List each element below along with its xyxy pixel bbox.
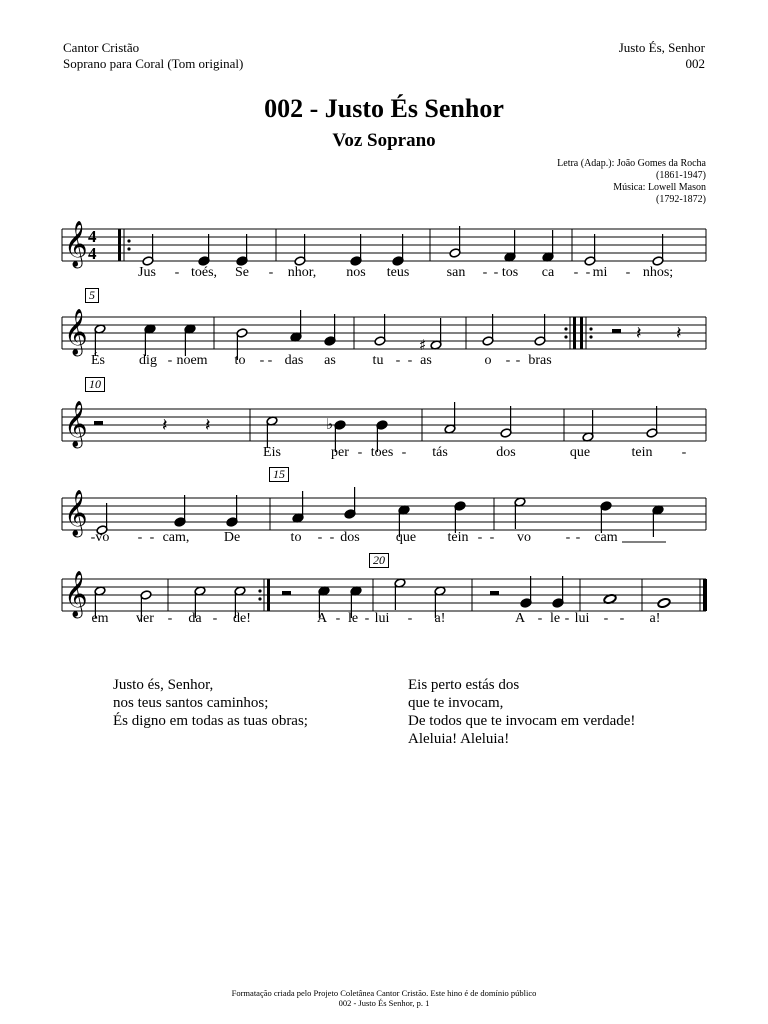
lyric-syllable: dos xyxy=(496,445,516,460)
lyric-syllable: - xyxy=(565,530,571,545)
lyric-syllable: teus xyxy=(386,265,410,280)
lyric-syllable: vo xyxy=(517,530,531,545)
measure-number-20: 20 xyxy=(369,553,389,568)
music-credit: Música: Lowell Mason xyxy=(613,182,706,193)
lyric-syllable: - xyxy=(212,611,218,626)
lyric-syllable: - xyxy=(259,353,265,368)
page-subtitle: Voz Soprano xyxy=(332,130,436,151)
lyric-syllable: to xyxy=(234,353,246,368)
verse-left xyxy=(113,676,308,730)
quarter-rest-icon: 𝄽 xyxy=(676,323,682,344)
hymnal-name: Cantor Cristão xyxy=(63,40,140,55)
treble-clef-icon: 𝄞 xyxy=(64,401,88,447)
lyric-syllable: em xyxy=(91,611,109,626)
lyric-syllable: tos xyxy=(501,265,519,280)
arrangement-label: Soprano para Coral (Tom original) xyxy=(63,56,244,71)
lyric-syllable: toes xyxy=(370,445,394,460)
half-rest xyxy=(282,591,291,595)
lyric-syllable: o xyxy=(484,353,492,368)
verse-line: Justo és, Senhor, xyxy=(113,677,214,693)
lyric-syllable: - xyxy=(482,265,488,280)
lyric-syllable: - xyxy=(564,611,570,626)
verse-line: De todos que te invocam em verdade! xyxy=(408,713,636,729)
lyric-syllable: as xyxy=(324,353,336,368)
lyric-syllable: - xyxy=(603,611,609,626)
verse-line: És digno em todas as tuas obras; xyxy=(113,713,308,729)
lyric-syllable: da xyxy=(188,611,202,626)
lyric-syllable: bras xyxy=(528,353,552,368)
footer-notice: Formatação criada pelo Projeto Coletânea Cantor Cristão. Este hino é de domínio público xyxy=(231,988,537,998)
lyric-syllable: - xyxy=(625,265,631,280)
lyric-syllable: as xyxy=(420,353,432,368)
lyric-syllable: - xyxy=(335,611,341,626)
lyric-syllable: que xyxy=(569,445,591,460)
lyric-syllable: - xyxy=(493,265,499,280)
lyric-syllable: -vo xyxy=(90,530,110,545)
lyric-syllable: cam xyxy=(594,530,618,545)
lyric-syllable: tein xyxy=(631,445,653,460)
measure-number-10: 10 xyxy=(85,377,105,392)
lyric-syllable: Eis xyxy=(263,445,281,460)
lyric-syllable: - xyxy=(364,611,370,626)
lyric-syllable: dos xyxy=(340,530,360,545)
lyric-syllable: tu xyxy=(372,353,384,368)
sharp-icon: ♯ xyxy=(419,336,427,354)
lyric-syllable: ca xyxy=(541,265,555,280)
music-years: (1792-1872) xyxy=(656,194,706,205)
lyric-syllable: per xyxy=(331,445,349,460)
treble-clef-icon: 𝄞 xyxy=(64,490,88,536)
treble-clef-icon: 𝄞 xyxy=(64,309,88,355)
lyrics-credit: Letra (Adap.): João Gomes da Rocha xyxy=(557,158,706,169)
half-rest xyxy=(490,591,499,595)
hymn-number: 002 xyxy=(685,56,705,71)
lyric-syllable: - xyxy=(395,353,401,368)
lyric-syllable: - xyxy=(681,445,687,460)
note xyxy=(520,576,532,608)
lyric-syllable: De xyxy=(223,530,241,545)
lyric-syllable: tein xyxy=(447,530,469,545)
lyric-syllable: toés, xyxy=(190,265,218,280)
lyric-syllable: Jus xyxy=(138,265,156,280)
lyric-syllable: - xyxy=(407,611,413,626)
lyric-syllable: mi xyxy=(592,265,608,280)
lyric-syllable: - xyxy=(329,530,335,545)
measure-number-5: 5 xyxy=(85,288,99,303)
note xyxy=(394,578,406,610)
page-title: 002 - Justo És Senhor xyxy=(264,94,504,123)
lyric-syllable: És xyxy=(91,353,105,368)
lyric-syllable: - xyxy=(573,265,579,280)
page-footer xyxy=(0,988,768,1008)
lyric-syllable: nhor, xyxy=(287,265,317,280)
lyric-syllable: - xyxy=(515,353,521,368)
footer-page: 002 - Justo És Senhor, p. 1 xyxy=(338,998,430,1008)
lyric-syllable: - xyxy=(505,353,511,368)
verse-line: Aleluia! Aleluia! xyxy=(408,731,510,747)
flat-icon: ♭ xyxy=(326,415,334,433)
lyric-syllable: san xyxy=(446,265,466,280)
verse-line: Eis perto estás dos xyxy=(408,677,520,693)
lyric-syllable: A xyxy=(316,611,328,626)
lyric-syllable: - xyxy=(537,611,543,626)
lyric-syllable: le xyxy=(549,611,561,626)
lyric-syllable: nos xyxy=(346,265,366,280)
lyric-syllable: - xyxy=(619,611,625,626)
lyric-syllable: a! xyxy=(649,611,661,626)
quarter-rest-icon: 𝄽 xyxy=(162,415,168,436)
lyric-syllable: - xyxy=(489,530,495,545)
lyric-syllable: a! xyxy=(434,611,446,626)
lyric-syllable: le xyxy=(347,611,359,626)
treble-clef-icon: 𝄞 xyxy=(64,221,88,267)
note xyxy=(552,576,564,608)
lyric-syllable: lui xyxy=(574,611,590,626)
treble-clef-icon: 𝄞 xyxy=(64,571,88,617)
verse-line: nos teus santos caminhos; xyxy=(113,695,269,711)
measure-number-15: 15 xyxy=(269,467,289,482)
lyric-syllable: noem xyxy=(176,353,208,368)
quarter-rest-icon: 𝄽 xyxy=(636,323,642,344)
lyric-syllable: - xyxy=(575,530,581,545)
hymn-short-title: Justo És, Senhor xyxy=(618,40,705,55)
lyric-syllable: Se xyxy=(235,265,249,280)
lyric-syllable: que xyxy=(395,530,417,545)
lyric-syllable: nhos; xyxy=(642,265,674,280)
verse-line: que te invocam, xyxy=(408,695,504,711)
lyric-syllable: - xyxy=(137,530,143,545)
lyric-syllable: to xyxy=(290,530,302,545)
lyric-syllable: A xyxy=(514,611,526,626)
lyric-syllable: - xyxy=(585,265,591,280)
lyric-syllable: - xyxy=(174,265,180,280)
lyric-syllable: - xyxy=(167,611,173,626)
quarter-rest-icon: 𝄽 xyxy=(205,415,211,436)
lyric-syllable: - xyxy=(268,265,274,280)
lyrics-years: (1861-1947) xyxy=(656,170,706,181)
lyric-syllable: - xyxy=(477,530,483,545)
note xyxy=(657,598,671,609)
lyric-syllable: dig xyxy=(139,353,157,368)
time-signature: 4 4 xyxy=(88,227,97,263)
lyric-syllable: lui xyxy=(374,611,390,626)
lyric-syllable: cam, xyxy=(162,530,190,545)
lyric-syllable: - xyxy=(149,530,155,545)
lyric-syllable: - xyxy=(317,530,323,545)
lyric-syllable: - xyxy=(401,445,407,460)
lyric-syllable: ver xyxy=(136,611,154,626)
verse-right xyxy=(408,676,635,748)
lyric-syllable: - xyxy=(407,353,413,368)
lyric-syllable: - xyxy=(357,445,363,460)
lyric-syllable: das xyxy=(284,353,304,368)
lyric-syllable: - xyxy=(167,353,173,368)
lyric-syllable: tás xyxy=(432,445,448,460)
lyric-syllable: de! xyxy=(233,611,251,626)
lyric-syllable: - xyxy=(267,353,273,368)
